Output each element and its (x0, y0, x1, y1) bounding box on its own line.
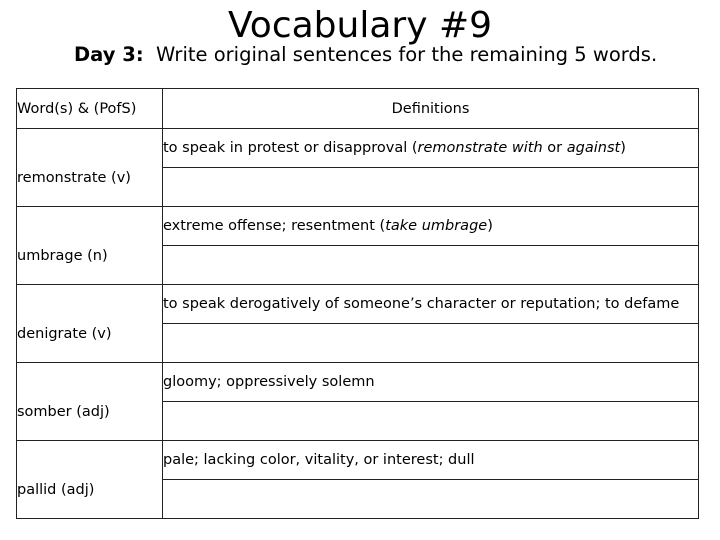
instructions-day: Day 3: (74, 43, 144, 66)
definition-text: gloomy; oppressively solemn (163, 374, 375, 390)
sentence-cell[interactable] (163, 168, 699, 207)
sentence-cell[interactable] (163, 402, 699, 441)
table-row (17, 441, 699, 480)
word-cell (17, 129, 163, 207)
instructions (74, 42, 657, 68)
sentence-cell[interactable] (163, 480, 699, 519)
definition-cell (163, 207, 699, 246)
definition-cell (163, 129, 699, 168)
definition-cell (163, 285, 699, 324)
page-title: Vocabulary #9 (227, 5, 493, 46)
definition-text: ) (487, 218, 493, 234)
definition-text: to speak derogatively of someone’s character or reputation; to defame (163, 296, 680, 312)
table-row (17, 285, 699, 324)
sentence-cell[interactable] (163, 324, 699, 363)
vocabulary-table (16, 88, 699, 519)
definition-cell (163, 363, 699, 402)
definition-cell (163, 441, 699, 480)
instructions-text: Write original sentences for the remaining 5 words. (156, 43, 658, 66)
word-cell (17, 207, 163, 285)
sentence-cell[interactable] (163, 246, 699, 285)
definition-italic: remonstrate with (417, 140, 543, 156)
word-cell (17, 285, 163, 363)
header-definitions: Definitions (163, 89, 699, 129)
definition-text: pale; lacking color, vitality, or interest; dull (163, 452, 475, 468)
definition-text: ) (620, 140, 626, 156)
word-cell (17, 441, 163, 519)
definition-text: or (542, 140, 567, 156)
header-word: Word(s) & (PofS) (17, 89, 163, 129)
word-cell (17, 363, 163, 441)
table-header-row (17, 89, 699, 129)
word-somber: somber (adj) (17, 403, 110, 420)
definition-text: extreme offense; resentment ( (163, 218, 386, 234)
definition-italic: against (566, 140, 621, 156)
word-remonstrate: remonstrate (v) (17, 169, 131, 186)
table-row (17, 207, 699, 246)
definition-text: to speak in protest or disapproval ( (163, 140, 418, 156)
table-row (17, 363, 699, 402)
word-umbrage: umbrage (n) (17, 247, 108, 264)
definition-italic: take umbrage (385, 218, 488, 234)
word-denigrate: denigrate (v) (17, 325, 112, 342)
table-row (17, 129, 699, 168)
word-pallid: pallid (adj) (17, 481, 95, 498)
